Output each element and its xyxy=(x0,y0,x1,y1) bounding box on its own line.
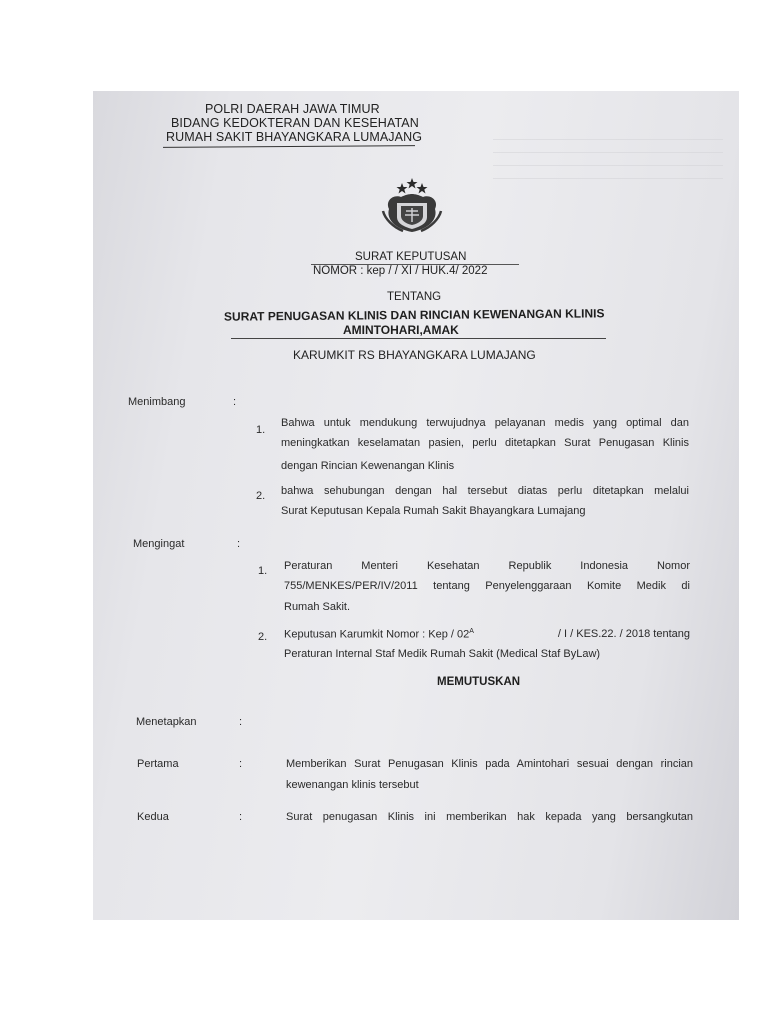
mengingat-item-2-line-1 xyxy=(284,628,690,641)
menimbang-label: Menimbang xyxy=(128,396,186,408)
kedua-label: Kedua xyxy=(137,811,169,823)
menimbang-item-1-line-3: dengan Rincian Kewenangan Klinis xyxy=(281,460,455,472)
menimbang-colon: : xyxy=(233,396,237,408)
mengingat-item-2-number: 2. xyxy=(258,631,268,643)
pertama-line-1: Memberikan Surat Penugasan Klinis pada Amintohari sesuai dengan rincian xyxy=(286,758,693,770)
header-line-1: POLRI DAERAH JAWA TIMUR xyxy=(205,102,380,116)
pertama-line-2: kewenangan klinis tersebut xyxy=(286,779,419,791)
menimbang-item-1-number: 1. xyxy=(256,424,266,436)
mengingat-label: Mengingat xyxy=(133,538,185,550)
header-line-3: RUMAH SAKIT BHAYANGKARA LUMAJANG xyxy=(166,130,423,144)
bleed-through-shadow xyxy=(493,133,723,223)
mengingat-item-2-line-2: Peraturan Internal Staf Medik Rumah Sakit (Medical Staf ByLaw) xyxy=(284,648,601,660)
mengingat-item-1-line-2: 755/MENKES/PER/IV/2011 tentang Penyelenggaraan Komite Medik di xyxy=(284,580,690,592)
decree-number: NOMOR : kep / / XI / HUK.4/ 2022 xyxy=(313,265,488,277)
decree-title: SURAT KEPUTUSAN xyxy=(355,251,467,263)
header-line-2: BIDANG KEDOKTERAN DAN KESEHATAN xyxy=(171,116,419,130)
document-page xyxy=(93,91,739,920)
kedua-line-1: Surat penugasan Klinis ini memberikan hak kepada yang bersangkutan xyxy=(286,811,693,823)
superscript-a: A xyxy=(469,628,474,635)
pertama-colon: : xyxy=(239,758,243,770)
menimbang-item-2-line-1: bahwa sehubungan dengan hal tersebut diatas perlu ditetapkan melalui xyxy=(281,485,689,497)
menimbang-item-1-line-2: meningkatkan keselamatan pasien, perlu ditetapkan Surat Penugasan Klinis xyxy=(281,437,689,449)
mengingat-item-1-line-3: Rumah Sakit. xyxy=(284,601,351,613)
menimbang-item-1-line-1: Bahwa untuk mendukung terwujudnya pelayanan medis yang optimal dan xyxy=(281,417,689,429)
pertama-label: Pertama xyxy=(137,758,179,770)
mengingat-item-1-line-1: Peraturan Menteri Kesehatan Republik Indonesia Nomor xyxy=(284,560,690,572)
menetapkan-colon: : xyxy=(239,716,243,728)
menetapkan-label: Menetapkan xyxy=(136,716,197,728)
kedua-colon: : xyxy=(239,811,243,823)
issuer-line: KARUMKIT RS BHAYANGKARA LUMAJANG xyxy=(293,348,536,362)
header-underline xyxy=(163,145,415,148)
memutuskan-heading: MEMUTUSKAN xyxy=(437,676,521,688)
polri-tribrata-emblem-icon xyxy=(375,175,449,237)
mengingat-item-2-text-b: / I / KES.22. / 2018 tentang xyxy=(557,628,690,640)
decree-subject-line-1: SURAT PENUGASAN KLINIS DAN RINCIAN KEWENANGAN KLINIS xyxy=(223,306,605,324)
menimbang-item-2-line-2: Surat Keputusan Kepala Rumah Sakit Bhayangkara Lumajang xyxy=(281,505,586,517)
mengingat-item-2-text-a: Keputusan Karumkit Nomor : Kep / $02^A$ xyxy=(284,628,474,641)
subject-underline xyxy=(231,338,606,339)
menimbang-item-2-number: 2. xyxy=(256,490,266,502)
decree-subject-line-2: AMINTOHARI,AMAK xyxy=(343,323,459,337)
mengingat-colon: : xyxy=(237,538,241,550)
tentang-label: TENTANG xyxy=(387,291,442,303)
mengingat-item-1-number: 1. xyxy=(258,565,268,577)
